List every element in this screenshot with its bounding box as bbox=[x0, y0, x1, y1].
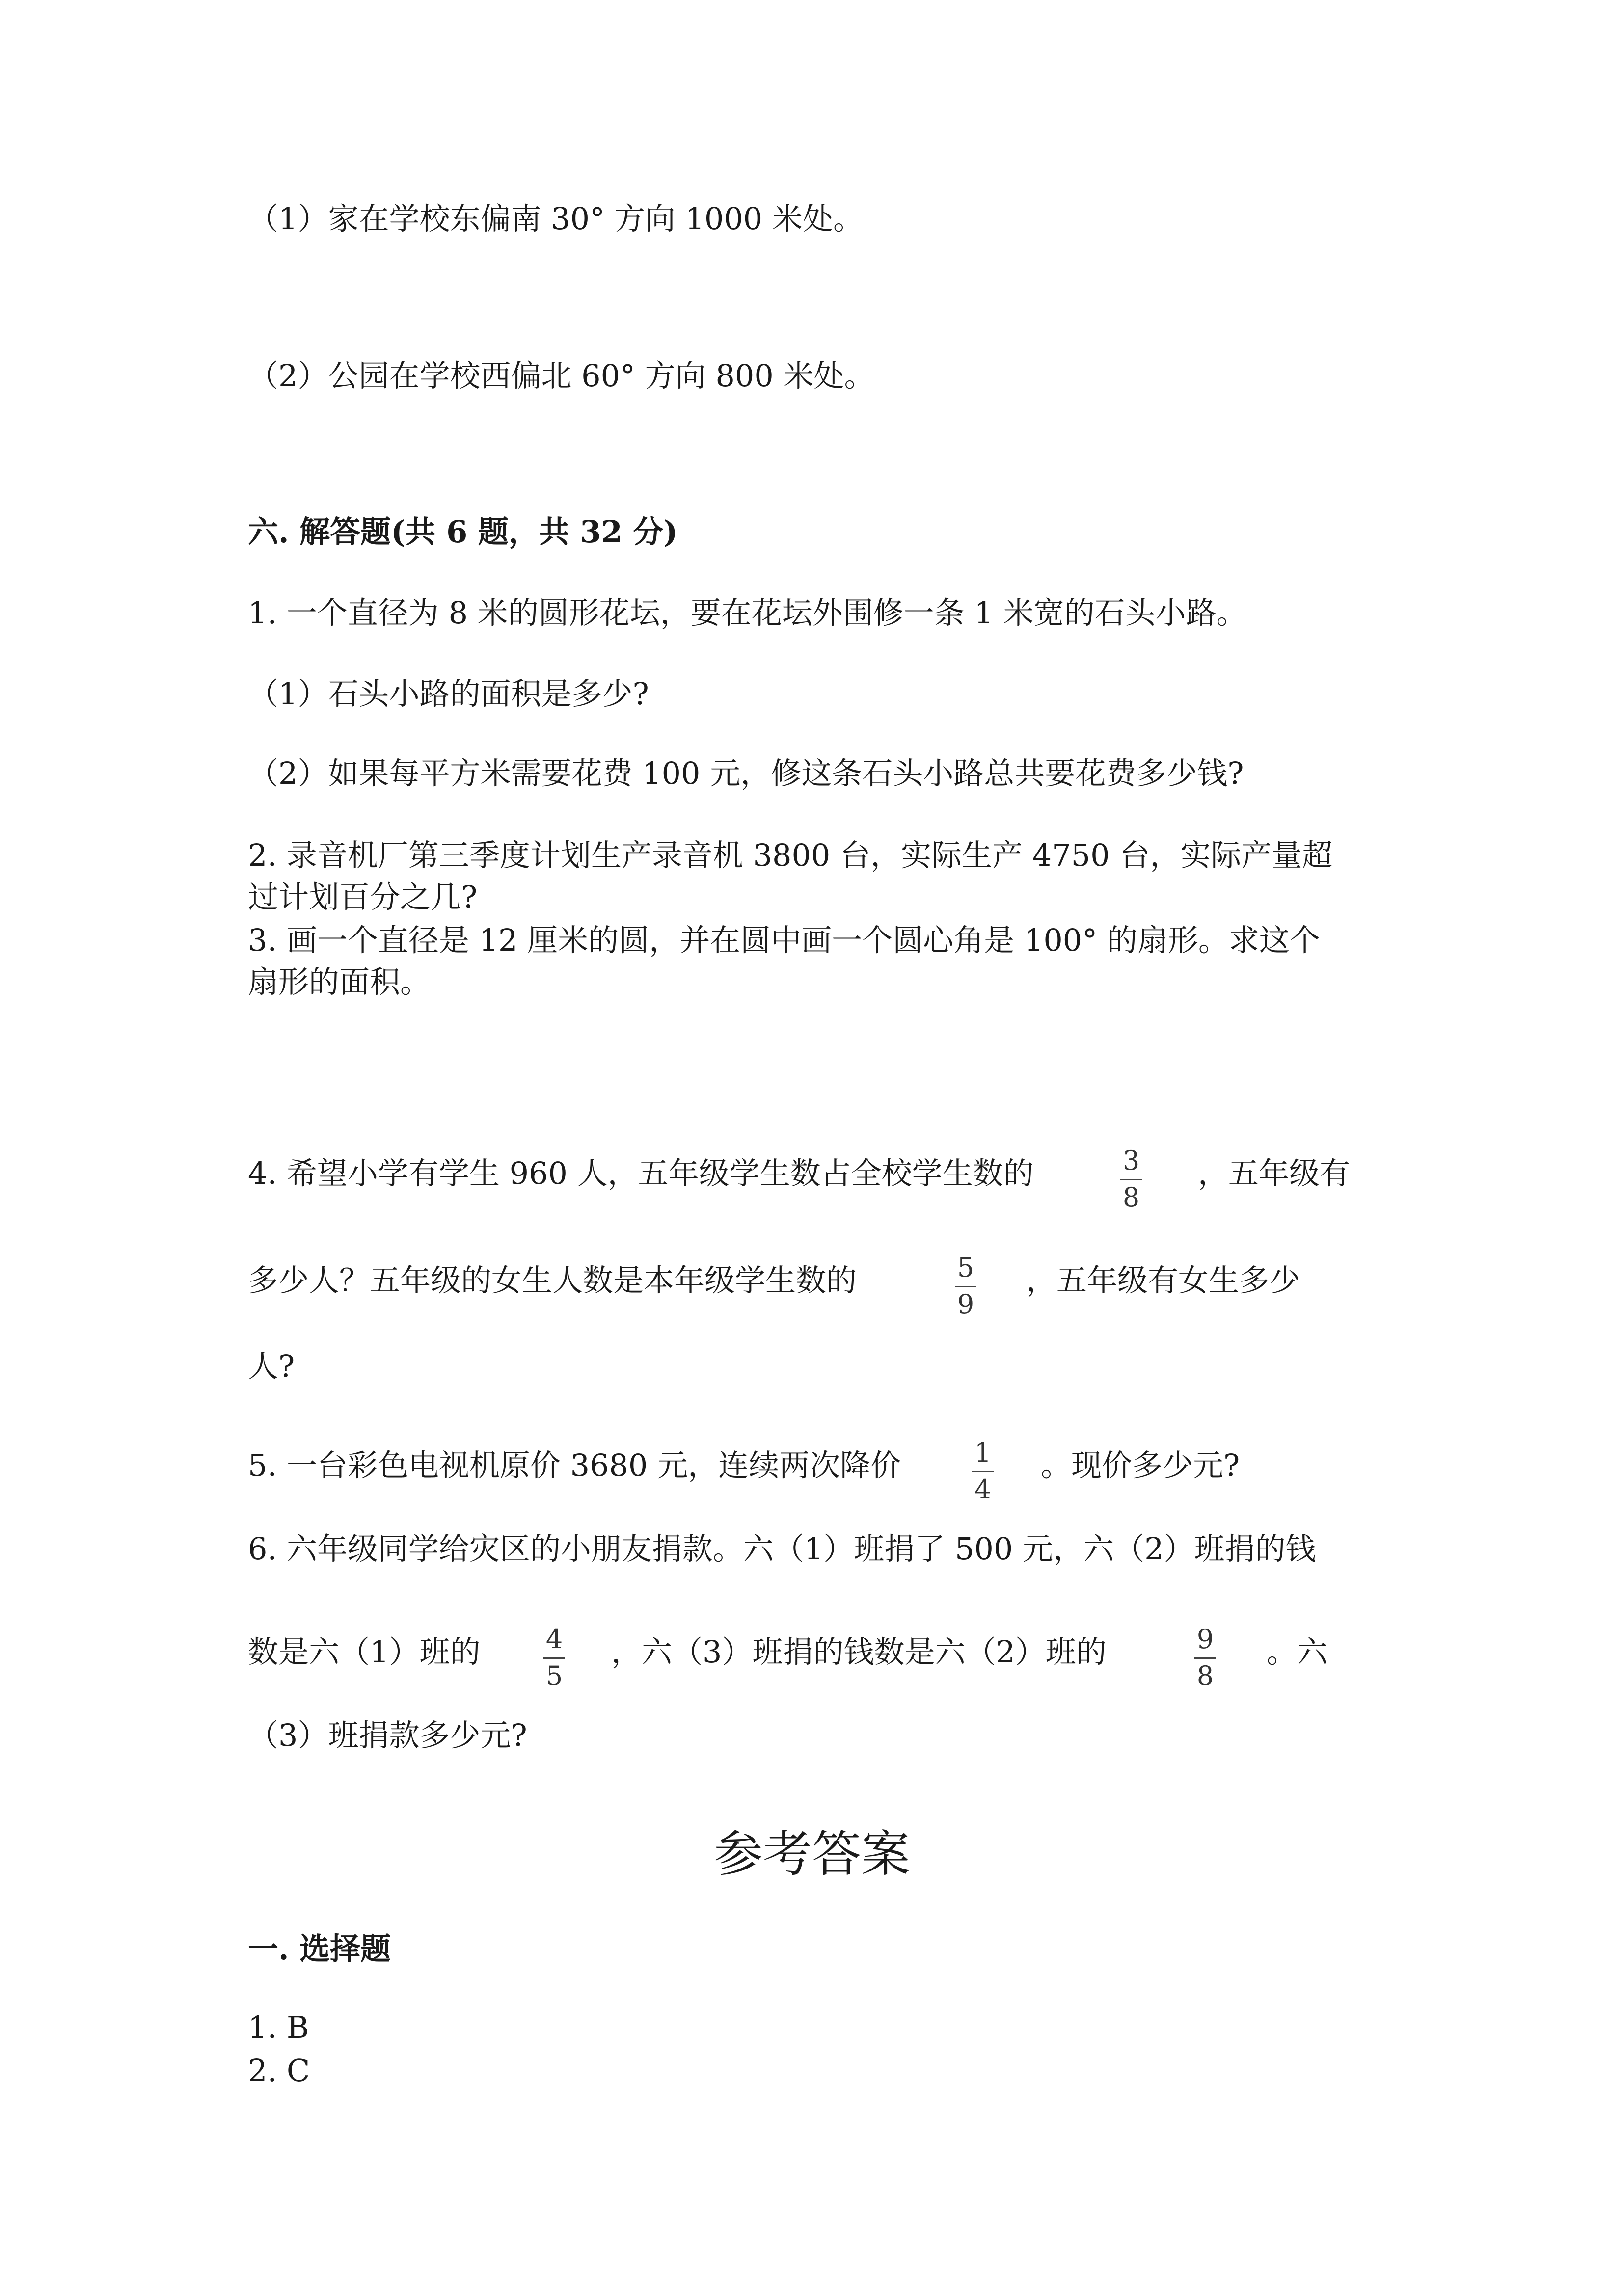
question-5-part-2: 。现价多少元? bbox=[1041, 1447, 1240, 1483]
fraction-numerator: 5 bbox=[957, 1252, 974, 1283]
fraction-denominator: 9 bbox=[957, 1289, 974, 1320]
fraction-denominator: 5 bbox=[545, 1660, 563, 1691]
question-4-fraction-2 bbox=[955, 1252, 976, 1320]
question-5-part-1: 5. 一台彩色电视机原价 3680 元，连续两次降价 bbox=[248, 1447, 901, 1483]
fraction-bar bbox=[543, 1657, 565, 1659]
fraction-bar bbox=[1194, 1657, 1216, 1659]
question-6-part-2: ，六（3）班捐的钱数是六（2）班的 bbox=[611, 1634, 1107, 1670]
fraction-numerator: 3 bbox=[1122, 1145, 1140, 1176]
question-6-line-1: 6. 六年级同学给灾区的小朋友捐款。六（1）班捐了 500 元，六（2）班捐的钱 bbox=[248, 1531, 1316, 1567]
question-5-fraction bbox=[972, 1437, 994, 1505]
question-4-part-3: 多少人？五年级的女生人数是本年级学生数的 bbox=[248, 1262, 857, 1298]
question-3-line-2: 扇形的面积。 bbox=[248, 964, 431, 1000]
question-4-part-2: ，五年级有 bbox=[1198, 1155, 1351, 1191]
direction-item-2: （2）公园在学校西偏北 60° 方向 800 米处。 bbox=[248, 358, 875, 394]
fraction-bar bbox=[1120, 1179, 1142, 1180]
question-4-fraction-1 bbox=[1120, 1145, 1142, 1213]
fraction-numerator: 9 bbox=[1196, 1624, 1214, 1655]
question-4-part-4: ，五年级有女生多少 bbox=[1026, 1262, 1300, 1298]
fraction-bar bbox=[955, 1286, 976, 1287]
direction-item-1: （1）家在学校东偏南 30° 方向 1000 米处。 bbox=[248, 201, 864, 237]
answers-title: 参考答案 bbox=[714, 1825, 910, 1883]
question-6-part-3: 。六 bbox=[1267, 1634, 1328, 1670]
fraction-denominator: 8 bbox=[1196, 1660, 1214, 1691]
question-6-fraction-1 bbox=[543, 1626, 565, 1689]
question-1-sub-2: （2）如果每平方米需要花费 100 元，修这条石头小路总共要花费多少钱? bbox=[248, 755, 1244, 791]
fraction-numerator: 4 bbox=[545, 1624, 563, 1655]
question-4-part-5: 人? bbox=[248, 1348, 295, 1384]
question-1-sub-1: （1）石头小路的面积是多少? bbox=[248, 676, 649, 712]
question-6-fraction-2 bbox=[1194, 1626, 1216, 1689]
fraction-bar bbox=[972, 1471, 994, 1472]
section-6-heading: 六. 解答题(共 6 题，共 32 分) bbox=[248, 514, 678, 550]
question-6-line-3: （3）班捐款多少元? bbox=[248, 1717, 527, 1753]
question-2-line-2: 过计划百分之几? bbox=[248, 879, 478, 915]
fraction-numerator: 1 bbox=[974, 1437, 992, 1468]
question-4-part-1: 4. 希望小学有学生 960 人，五年级学生数占全校学生数的 bbox=[248, 1155, 1034, 1191]
question-2-line-1: 2. 录音机厂第三季度计划生产录音机 3800 台，实际生产 4750 台，实际产量超 bbox=[248, 837, 1333, 873]
answer-item-1: 1. B bbox=[248, 2009, 309, 2045]
fraction-denominator: 8 bbox=[1122, 1182, 1140, 1213]
answer-item-2: 2. C bbox=[248, 2053, 310, 2088]
question-6-part-1: 数是六（1）班的 bbox=[248, 1634, 481, 1670]
question-1-text: 1. 一个直径为 8 米的圆形花坛，要在花坛外围修一条 1 米宽的石头小路。 bbox=[248, 595, 1247, 631]
answers-section-1-heading: 一. 选择题 bbox=[248, 1931, 391, 1967]
fraction-denominator: 4 bbox=[974, 1474, 992, 1505]
question-3-line-1: 3. 画一个直径是 12 厘米的圆，并在圆中画一个圆心角是 100° 的扇形。求这个 bbox=[248, 922, 1320, 958]
